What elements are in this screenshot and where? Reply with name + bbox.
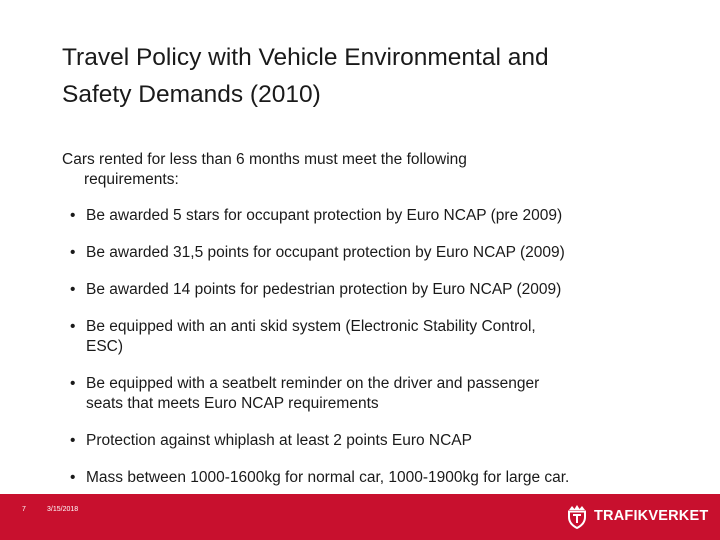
bullet-icon: • bbox=[70, 281, 76, 298]
page-number: 7 bbox=[22, 506, 26, 513]
slide-title bbox=[62, 39, 662, 113]
bullet-text: Be equipped with a seatbelt reminder on the driver and passenger bbox=[86, 375, 540, 392]
bullet-text: Be awarded 14 points for pedestrian protection by Euro NCAP (2009) bbox=[86, 281, 562, 298]
trafikverket-logo bbox=[566, 502, 708, 530]
bullet-icon: • bbox=[70, 469, 76, 486]
bullet-text: Be awarded 31,5 points for occupant protection by Euro NCAP (2009) bbox=[86, 244, 565, 261]
bullet-icon: • bbox=[70, 432, 76, 449]
list-item bbox=[70, 431, 670, 451]
bullet-text: ESC) bbox=[86, 338, 124, 355]
title-line: Safety Demands (2010) bbox=[62, 81, 321, 108]
list-item bbox=[70, 317, 670, 357]
bullet-text: Be awarded 5 stars for occupant protection by Euro NCAP (pre 2009) bbox=[86, 207, 563, 224]
footer-date: 3/15/2018 bbox=[47, 506, 79, 513]
crown-shield-icon bbox=[566, 503, 588, 529]
bullet-icon: • bbox=[70, 375, 76, 392]
bullet-icon: • bbox=[70, 318, 76, 335]
bullet-icon: • bbox=[70, 244, 76, 261]
slide-footer bbox=[0, 470, 720, 540]
bullet-text: Protection against whiplash at least 2 points Euro NCAP bbox=[86, 432, 472, 449]
bullet-text: Be equipped with an anti skid system (Electronic Stability Control, bbox=[86, 318, 536, 335]
intro-line: requirements: bbox=[84, 171, 179, 188]
intro-line: Cars rented for less than 6 months must meet the following bbox=[62, 151, 467, 168]
list-item bbox=[70, 206, 670, 226]
requirements-list bbox=[70, 206, 670, 505]
logo-text: TRAFIKVERKET bbox=[594, 508, 709, 524]
bullet-text: seats that meets Euro NCAP requirements bbox=[86, 395, 379, 412]
list-item bbox=[70, 243, 670, 263]
list-item bbox=[70, 280, 670, 300]
list-item bbox=[70, 374, 670, 414]
title-line: Travel Policy with Vehicle Environmental and bbox=[62, 44, 549, 71]
bullet-icon: • bbox=[70, 207, 76, 224]
bullet-text: Mass between 1000-1600kg for normal car, 1000-1900kg for large car. bbox=[86, 469, 570, 486]
intro-text bbox=[62, 150, 622, 190]
